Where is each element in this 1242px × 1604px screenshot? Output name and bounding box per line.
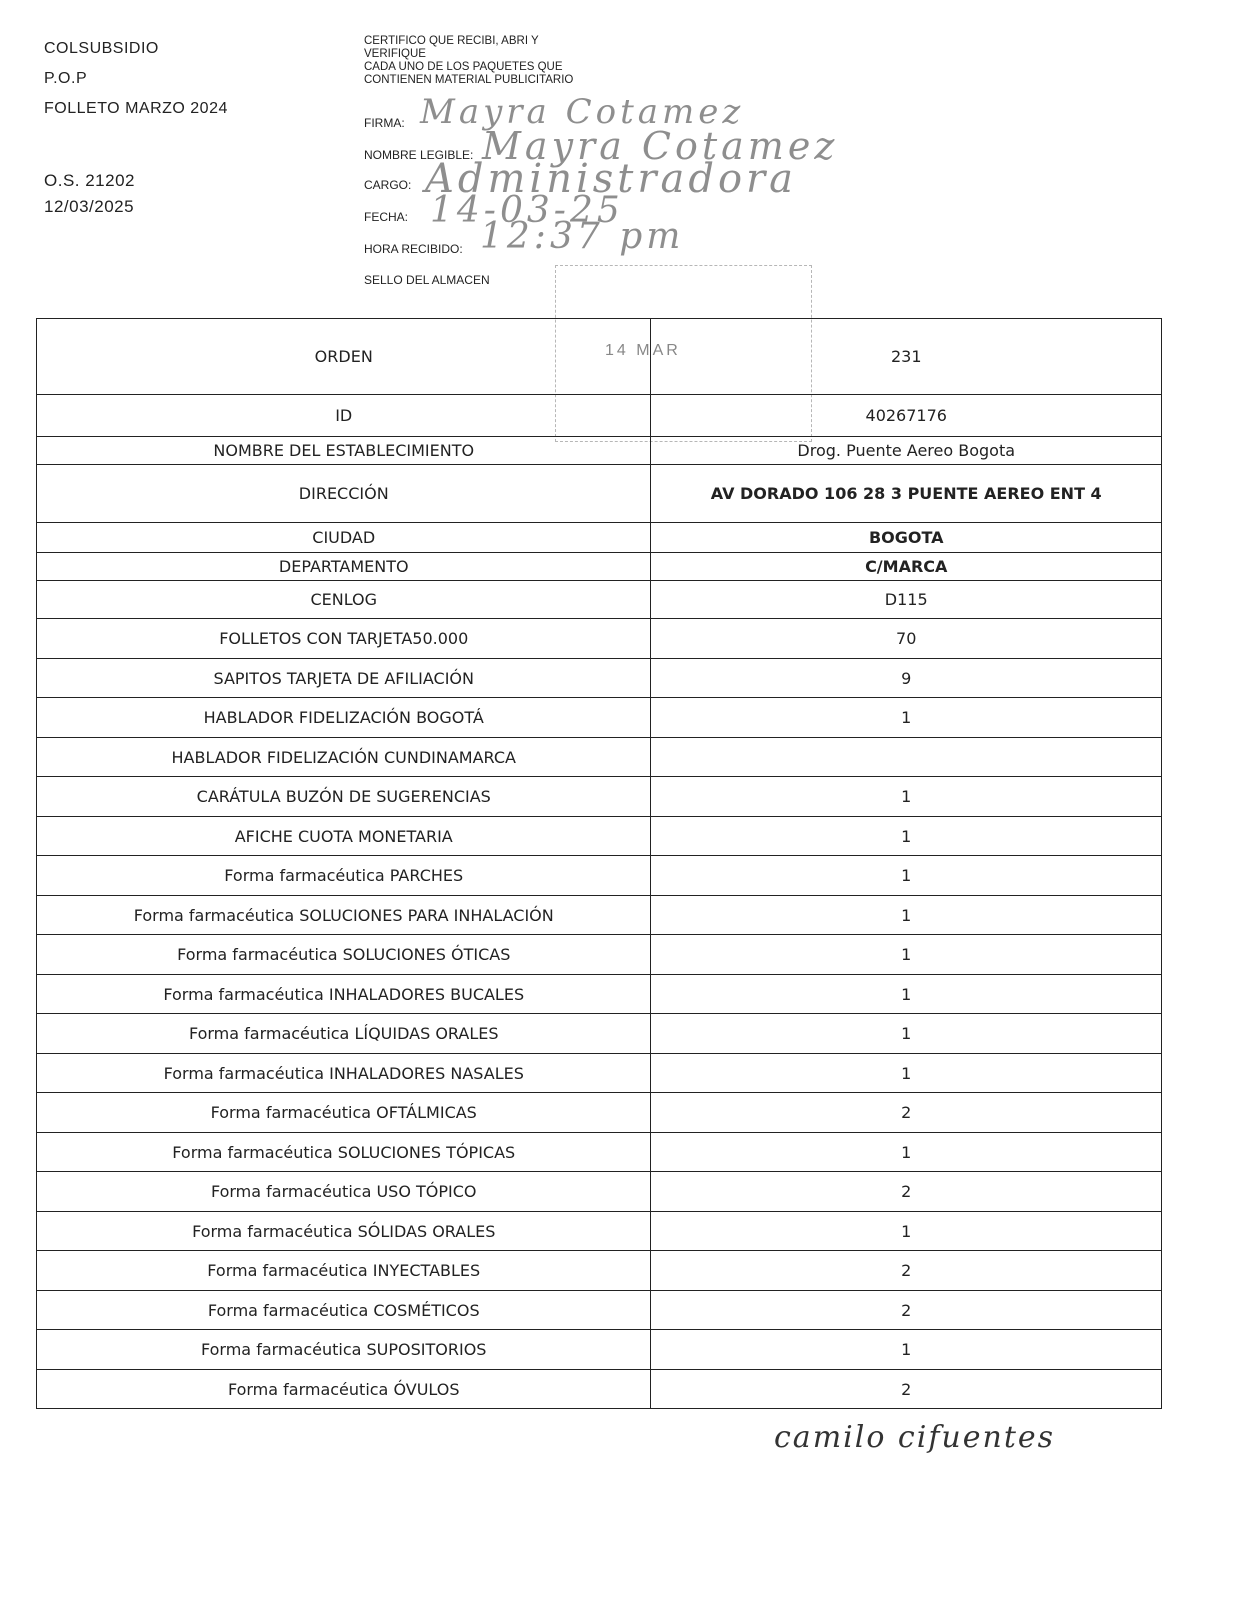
row-value: 1	[651, 1014, 1162, 1054]
row-label: HABLADOR FIDELIZACIÓN CUNDINAMARCA	[37, 738, 651, 777]
row-value: 1	[651, 1133, 1162, 1172]
table-row	[37, 523, 1162, 553]
row-label: HABLADOR FIDELIZACIÓN BOGOTÁ	[37, 698, 651, 738]
row-value	[651, 738, 1162, 777]
table-row	[37, 1212, 1162, 1251]
firma-label: FIRMA:	[364, 116, 405, 130]
handwritten-cargo: Administradora	[425, 156, 797, 202]
row-value: C/MARCA	[651, 553, 1162, 581]
cargo-label: CARGO:	[364, 178, 412, 192]
row-value: 1	[651, 777, 1162, 817]
row-value: 70	[651, 619, 1162, 659]
table-row	[37, 619, 1162, 659]
row-label: ORDEN	[37, 319, 651, 395]
row-value: 1	[651, 896, 1162, 935]
os-number: O.S. 21202	[44, 171, 136, 190]
row-label: ID	[37, 395, 651, 437]
handwritten-nombre: Mayra Cotamez	[482, 124, 839, 168]
order-info	[44, 168, 244, 216]
row-label: DEPARTAMENTO	[37, 553, 651, 581]
row-value: BOGOTA	[651, 523, 1162, 553]
row-value: 2	[651, 1093, 1162, 1133]
table-row	[37, 1014, 1162, 1054]
table-row	[37, 935, 1162, 975]
handwritten-fecha: 14-03-25	[430, 190, 624, 231]
handwritten-firma: Mayra Cotamez	[420, 92, 745, 132]
row-label: Forma farmacéutica ÓVULOS	[37, 1370, 651, 1409]
table-row	[37, 319, 1162, 395]
table-row	[37, 659, 1162, 698]
cert-line: CONTIENEN MATERIAL PUBLICITARIO	[364, 74, 574, 86]
org-name: COLSUBSIDIO	[44, 40, 159, 57]
row-label: Forma farmacéutica SOLUCIONES ÓTICAS	[37, 935, 651, 975]
row-label: Forma farmacéutica SÓLIDAS ORALES	[37, 1212, 651, 1251]
folleto-label: FOLLETO MARZO 2024	[44, 100, 228, 117]
table-row	[37, 395, 1162, 437]
row-value: 2	[651, 1172, 1162, 1212]
os-date: 12/03/2025	[44, 197, 135, 216]
row-label: Forma farmacéutica USO TÓPICO	[37, 1172, 651, 1212]
row-value: 1	[651, 1054, 1162, 1093]
row-label: SAPITOS TARJETA DE AFILIACIÓN	[37, 659, 651, 698]
row-label: Forma farmacéutica SOLUCIONES PARA INHALACIÓN	[37, 896, 651, 935]
row-label: DIRECCIÓN	[37, 465, 651, 523]
sello-almacen-label: SELLO DEL ALMACEN	[364, 273, 490, 287]
row-value: Drog. Puente Aereo Bogota	[651, 437, 1162, 465]
table-row	[37, 553, 1162, 581]
row-label: Forma farmacéutica COSMÉTICOS	[37, 1291, 651, 1330]
row-label: CENLOG	[37, 581, 651, 619]
row-value: 1	[651, 935, 1162, 975]
certification-text	[364, 35, 664, 87]
row-value: 40267176	[651, 395, 1162, 437]
fecha-label: FECHA:	[364, 210, 409, 224]
row-label: AFICHE CUOTA MONETARIA	[37, 817, 651, 856]
row-label: Forma farmacéutica PARCHES	[37, 856, 651, 896]
handwritten-hora: 12:37 pm	[480, 216, 685, 257]
row-label: Forma farmacéutica OFTÁLMICAS	[37, 1093, 651, 1133]
row-value: AV DORADO 106 28 3 PUENTE AEREO ENT 4	[651, 465, 1162, 523]
table-row	[37, 1093, 1162, 1133]
row-label: Forma farmacéutica LÍQUIDAS ORALES	[37, 1014, 651, 1054]
table-row	[37, 856, 1162, 896]
table-row	[37, 896, 1162, 935]
row-value: 1	[651, 817, 1162, 856]
table-row	[37, 581, 1162, 619]
row-label: CARÁTULA BUZÓN DE SUGERENCIAS	[37, 777, 651, 817]
cert-line: VERIFIQUE	[364, 48, 426, 60]
row-label: FOLLETOS CON TARJETA50.000	[37, 619, 651, 659]
table-row	[37, 1054, 1162, 1093]
row-value: 1	[651, 1330, 1162, 1370]
row-label: Forma farmacéutica INYECTABLES	[37, 1251, 651, 1291]
table-row	[37, 975, 1162, 1014]
table-row	[37, 1251, 1162, 1291]
table-row	[37, 437, 1162, 465]
row-label: Forma farmacéutica INHALADORES NASALES	[37, 1054, 651, 1093]
row-label: Forma farmacéutica SOLUCIONES TÓPICAS	[37, 1133, 651, 1172]
handwritten-footer-signature: camilo cifuentes	[774, 1420, 1056, 1455]
row-value: 1	[651, 975, 1162, 1014]
row-value: 2	[651, 1291, 1162, 1330]
delivery-table	[36, 318, 1162, 1409]
table-row	[37, 698, 1162, 738]
row-value: 9	[651, 659, 1162, 698]
table-row	[37, 1172, 1162, 1212]
nombre-legible-label: NOMBRE LEGIBLE:	[364, 148, 474, 162]
row-label: Forma farmacéutica SUPOSITORIOS	[37, 1330, 651, 1370]
cert-line: CADA UNO DE LOS PAQUETES QUE	[364, 61, 563, 73]
table-row	[37, 738, 1162, 777]
row-value: 1	[651, 856, 1162, 896]
row-value: 1	[651, 1212, 1162, 1251]
table-row	[37, 817, 1162, 856]
cert-line: CERTIFICO QUE RECIBI, ABRI Y	[364, 35, 539, 47]
row-label: Forma farmacéutica INHALADORES BUCALES	[37, 975, 651, 1014]
row-label: CIUDAD	[37, 523, 651, 553]
table-row	[37, 1330, 1162, 1370]
hora-recibido-label: HORA RECIBIDO:	[364, 242, 463, 256]
row-value: 1	[651, 698, 1162, 738]
table-row	[37, 1291, 1162, 1330]
row-value: 2	[651, 1251, 1162, 1291]
row-value: D115	[651, 581, 1162, 619]
row-label: NOMBRE DEL ESTABLECIMIENTO	[37, 437, 651, 465]
stamp-date: 14 MAR	[605, 342, 681, 359]
pop-label: P.O.P	[44, 70, 88, 87]
table-row	[37, 777, 1162, 817]
table-row	[37, 465, 1162, 523]
table-row	[37, 1370, 1162, 1409]
header-left	[44, 34, 228, 216]
row-value: 231	[651, 319, 1162, 395]
table-row	[37, 1133, 1162, 1172]
row-value: 2	[651, 1370, 1162, 1409]
